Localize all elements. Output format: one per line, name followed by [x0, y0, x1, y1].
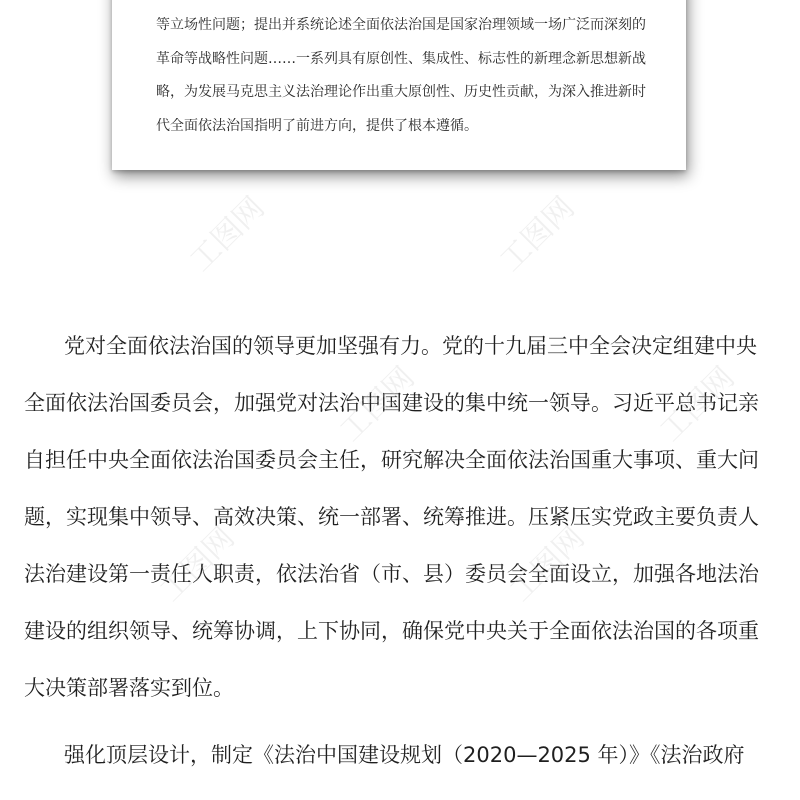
quote-line: 等立场性问题；提出并系统论述全面依法治国是国家治理领域一场广泛而深刻的 [156, 17, 646, 33]
quote-line: 略，为发展马克思主义法治理论作出重大原创性、历史性贡献，为深入推进新时 [156, 84, 646, 100]
quote-line: 代全面依法治国指明了前进方向，提供了根本遵循。 [156, 118, 478, 134]
paragraph-line: 题，实现集中领导、高效决策、统一部署、统筹推进。压紧压实党政主要负责人 [24, 505, 759, 529]
watermark: 工图网 [503, 520, 592, 609]
paragraph-line: 自担任中央全面依法治国委员会主任，研究解决全面依法治国重大事项、重大问 [24, 448, 759, 472]
watermark: 工图网 [183, 190, 272, 279]
quote-box [112, 0, 686, 170]
watermark: 工图网 [153, 520, 242, 609]
watermark: 工图网 [333, 360, 422, 449]
paragraph-line: 法治建设第一责任人职责，依法治省（市、县）委员会全面设立，加强各地法治 [24, 562, 759, 586]
paragraph-line: 建设的组织领导、统筹协调，上下协同，确保党中央关于全面依法治国的各项重 [24, 619, 759, 643]
paragraph-line: 全面依法治国委员会，加强党对法治中国建设的集中统一领导。习近平总书记亲 [24, 391, 759, 415]
watermark: 工图网 [493, 190, 582, 279]
paragraph-line: 强化顶层设计，制定《法治中国建设规划（2020—2025 年）》《法治政府 [64, 743, 745, 767]
paragraph-line: 党对全面依法治国的领导更加坚强有力。党的十九届三中全会决定组建中央 [64, 334, 757, 358]
quote-line: 革命等战略性问题……一系列具有原创性、集成性、标志性的新理念新思想新战 [156, 51, 646, 67]
watermark: 工图网 [653, 360, 742, 449]
paragraph-line: 大决策部署落实到位。 [24, 676, 234, 700]
